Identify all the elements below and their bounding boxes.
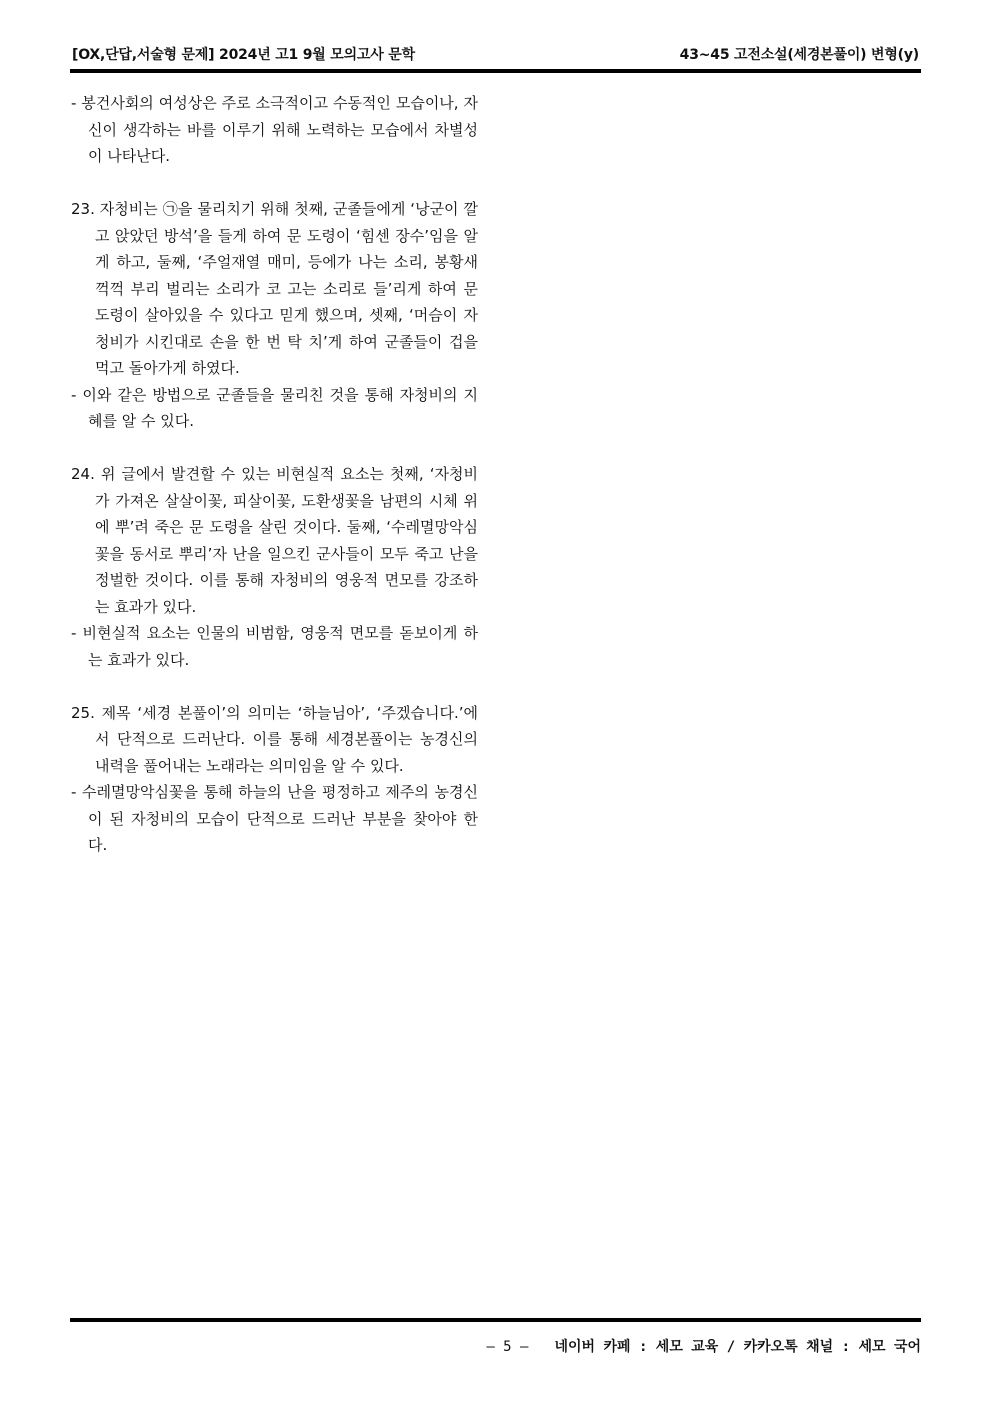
answer-note-22: - 봉건사회의 여성상은 주로 소극적이고 수동적인 모습이나, 자신이 생각하는 바를 이루기 위해 노력하는 모습에서 차별성이 나타난다. [71,94,478,165]
answer-25: 25. 제목 ‘세경 본풀이’의 의미는 ‘하늘님아’, ‘주겠습니다.’에서 단적으로 드러난다. 이를 통해 세경본풀이는 농경신의 내력을 풀어내는 노래라는 의미임을 알 수 있다. [71,703,478,775]
page-header [70,40,921,66]
answer-23: 23. 자청비는 ㉠을 물리치기 위해 첫째, 군졸들에게 ‘낭군이 깔고 앉았던 방석’을 들게 하여 문 도령이 ‘힘센 장수’임을 알게 하고, 둘째, ‘주얼재열 매미, 등에가 나는 소리, 봉황새 꺽꺽 부리 벌리는 소리가 코 고는 소리로 들’리게 하여 문 도령이 살아있을 수 있다고 믿게 했으며, 셋째, ‘머슴이 자청비가 시킨대로 손을 한 번 탁 치’게 하여 군졸들이 겁을 먹고 돌아가게 하였다. [71,200,478,377]
answer-note-23: - 이와 같은 방법으로 군졸들을 물리친 것을 통해 자청비의 지혜를 알 수 있다. [71,385,478,430]
answer-note-24: - 비현실적 요소는 인물의 비범함, 영웅적 면모를 돋보이게 하는 효과가 있다. [71,624,478,669]
footer-credit: 네이버 카페 : 세모 교육 / 카카오톡 채널 : 세모 국어 [554,1339,921,1355]
header-rule [70,69,921,73]
page-number: – 5 – [486,1339,529,1355]
header-section: 43~45 고전소설(세경본풀이) 변형(y) [679,47,919,63]
footer-rule [70,1318,921,1322]
header-title: [OX,단답,서술형 문제] 2024년 고1 9월 모의고사 문학 [72,47,415,63]
answer-note-25: - 수레멸망악심꽃을 통해 하늘의 난을 평정하고 제주의 농경신이 된 자청비의 모습이 단적으로 드러난 부분을 찾아야 한다. [71,783,478,854]
answer-24: 24. 위 글에서 발견할 수 있는 비현실적 요소는 첫째, ‘자청비가 가져온 살살이꽃, 피살이꽃, 도환생꽃을 남편의 시체 위에 뿌’려 죽은 문 도령을 살린 것이다. 둘째, ‘수레멸망악심꽃을 동서로 뿌리’자 난을 일으킨 군사들이 모두 죽고 난을 정벌한 것이다. 이를 통해 자청비의 영웅적 면모를 강조하는 효과가 있다. [71,465,478,616]
page-footer [486,1336,921,1356]
answer-column [71,90,478,859]
